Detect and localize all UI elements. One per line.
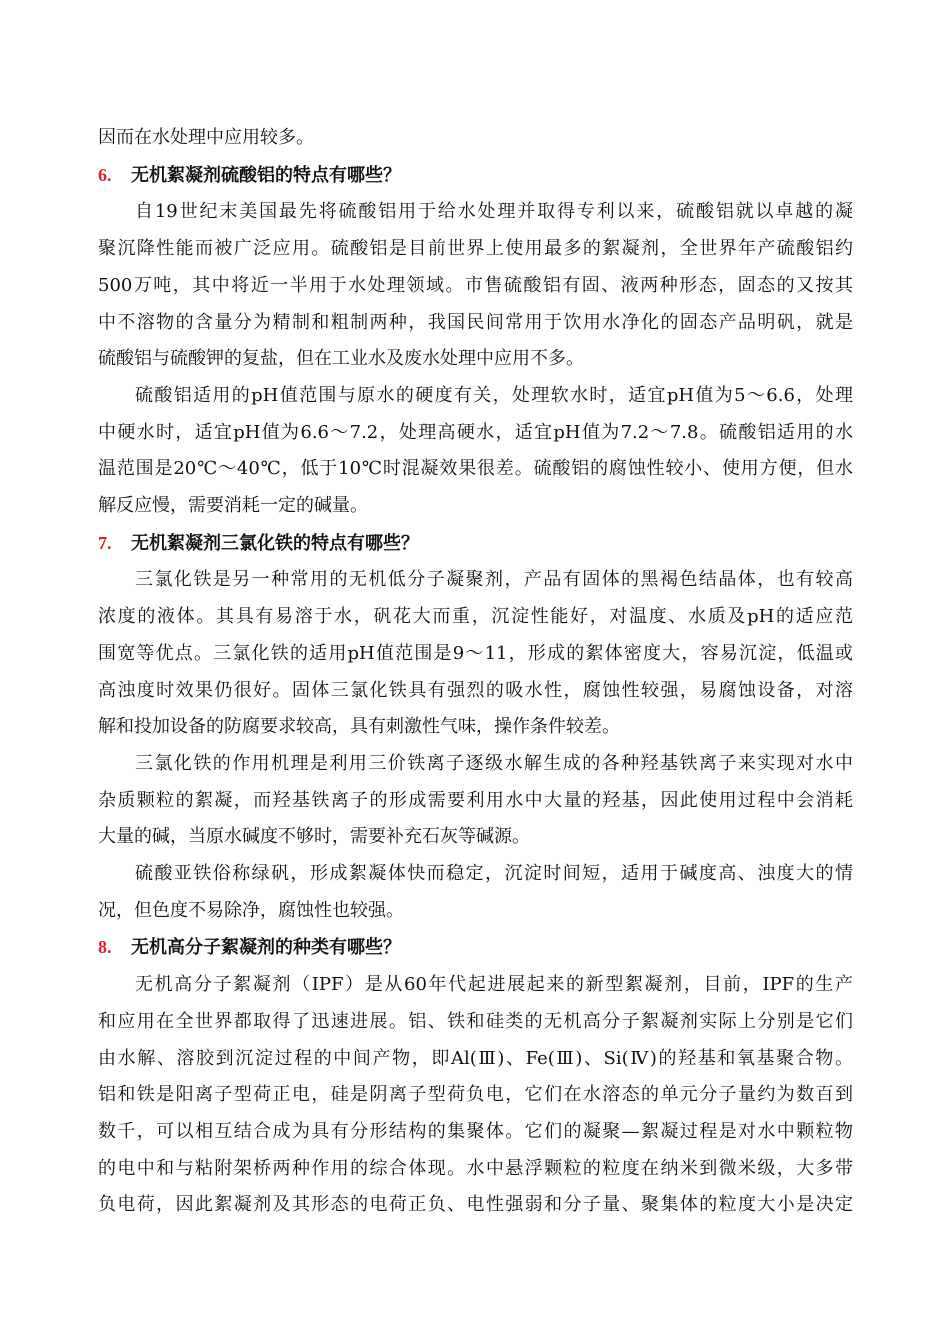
section-heading-6: [98, 157, 853, 195]
text-line: 500万吨，其中将近一半用于水处理领域。市售硫酸铝有固、液两种形态，固态的又按其: [98, 274, 853, 296]
text-line: 温范围是20℃～40℃，低于10℃时混凝效果很差。硫酸铝的腐蚀性较小、使用方便，但水: [98, 458, 853, 480]
paragraph: [98, 562, 853, 746]
text-line: 中不溶物的含量分为精制和粗制两种，我国民间常用于饮用水净化的固态产品明矾，就是: [98, 311, 853, 333]
paragraph: [98, 967, 853, 1224]
text-line: 硫酸铝适用的pH值范围与原水的硬度有关，处理软水时，适宜pH值为5～6.6，处理: [135, 384, 853, 406]
text-line: 中硬水时，适宜pH值为6.6～7.2，处理高硬水，适宜pH值为7.2～7.8。硫酸铝适用的水: [98, 421, 853, 443]
section-number: 8.: [98, 937, 112, 958]
text-line: 三氯化铁是另一种常用的无机低分子凝聚剂，产品有固体的黑褐色结晶体，也有较高: [135, 569, 853, 591]
text-line: 的电中和与粘附架桥两种作用的综合体现。水中悬浮颗粒的粒度在纳米到微米级，大多带: [98, 1157, 853, 1179]
paragraph: [98, 194, 853, 378]
text-line: 和应用在全世界都取得了迅速进展。铝、铁和硅类的无机高分子絮凝剂实际上分别是它们: [98, 1010, 853, 1032]
section-number: 7.: [98, 532, 112, 553]
text-line: 负电荷，因此絮凝剂及其形态的电荷正负、电性强弱和分子量、聚集体的粒度大小是决定: [98, 1194, 853, 1216]
text-line: 况，但色度不易除净，腐蚀性也较强。: [98, 899, 404, 921]
section-title: 无机絮凝剂三氯化铁的特点有哪些？: [131, 532, 419, 554]
section-title: 无机絮凝剂硫酸铝的特点有哪些？: [131, 164, 401, 186]
text-line: 杂质颗粒的絮凝，而羟基铁离子的形成需要利用水中大量的羟基，因此使用过程中会消耗: [98, 789, 853, 811]
paragraph: [98, 746, 853, 856]
document-body: [98, 120, 853, 1224]
text-line: 三氯化铁的作用机理是利用三价铁离子逐级水解生成的各种羟基铁离子来实现对水中: [135, 752, 853, 774]
text-line: 高浊度时效果仍很好。固体三氯化铁具有强烈的吸水性，腐蚀性较强，易腐蚀设备，对溶: [98, 679, 853, 701]
section-heading-7: [98, 525, 853, 563]
section-heading-8: [98, 929, 853, 967]
text-line: 浓度的液体。其具有易溶于水，矾花大而重，沉淀性能好，对温度、水质及pH的适应范: [98, 606, 853, 628]
text-line: 硫酸亚铁俗称绿矾，形成絮凝体快而稳定，沉淀时间短，适用于碱度高、浊度大的情: [135, 863, 853, 885]
section-number: 6.: [98, 164, 112, 185]
text-line: 围宽等优点。三氯化铁的适用pH值范围是9～11，形成的絮体密度大，容易沉淀，低温或: [98, 642, 853, 664]
text-line: 解反应慢，需要消耗一定的碱量。: [98, 495, 368, 517]
text-line: 聚沉降性能而被广泛应用。硫酸铝是目前世界上使用最多的絮凝剂，全世界年产硫酸铝约: [98, 238, 853, 260]
text-line: 硫酸铝与硫酸钾的复盐，但在工业水及废水处理中应用不多。: [98, 348, 584, 370]
text-line: 自19世纪末美国最先将硫酸铝用于给水处理并取得专利以来，硫酸铝就以卓越的凝: [135, 201, 853, 223]
intro-line: 因而在水处理中应用较多。: [98, 127, 314, 148]
text-line: 无机高分子絮凝剂（IPF）是从60年代起进展起来的新型絮凝剂，目前，IPF的生产: [135, 974, 853, 996]
paragraph: [98, 378, 853, 525]
text-line: 由水解、溶胶到沉淀过程的中间产物，即Al(Ⅲ)、Fe(Ⅲ)、Si(Ⅳ)的羟基和氧基聚合物。: [98, 1047, 853, 1069]
text-line: 数千，可以相互结合成为具有分形结构的集聚体。它们的凝聚—絮凝过程是对水中颗粒物: [98, 1120, 853, 1142]
text-line: 大量的碱，当原水碱度不够时，需要补充石灰等碱源。: [98, 826, 530, 848]
text-line: 铝和铁是阳离子型荷正电，硅是阴离子型荷负电，它们在水溶态的单元分子量约为数百到: [98, 1084, 853, 1106]
paragraph: [98, 856, 853, 929]
section-title: 无机高分子絮凝剂的种类有哪些？: [131, 937, 401, 959]
text-line: 解和投加设备的防腐要求较高，具有刺激性气味，操作条件较差。: [98, 716, 620, 738]
